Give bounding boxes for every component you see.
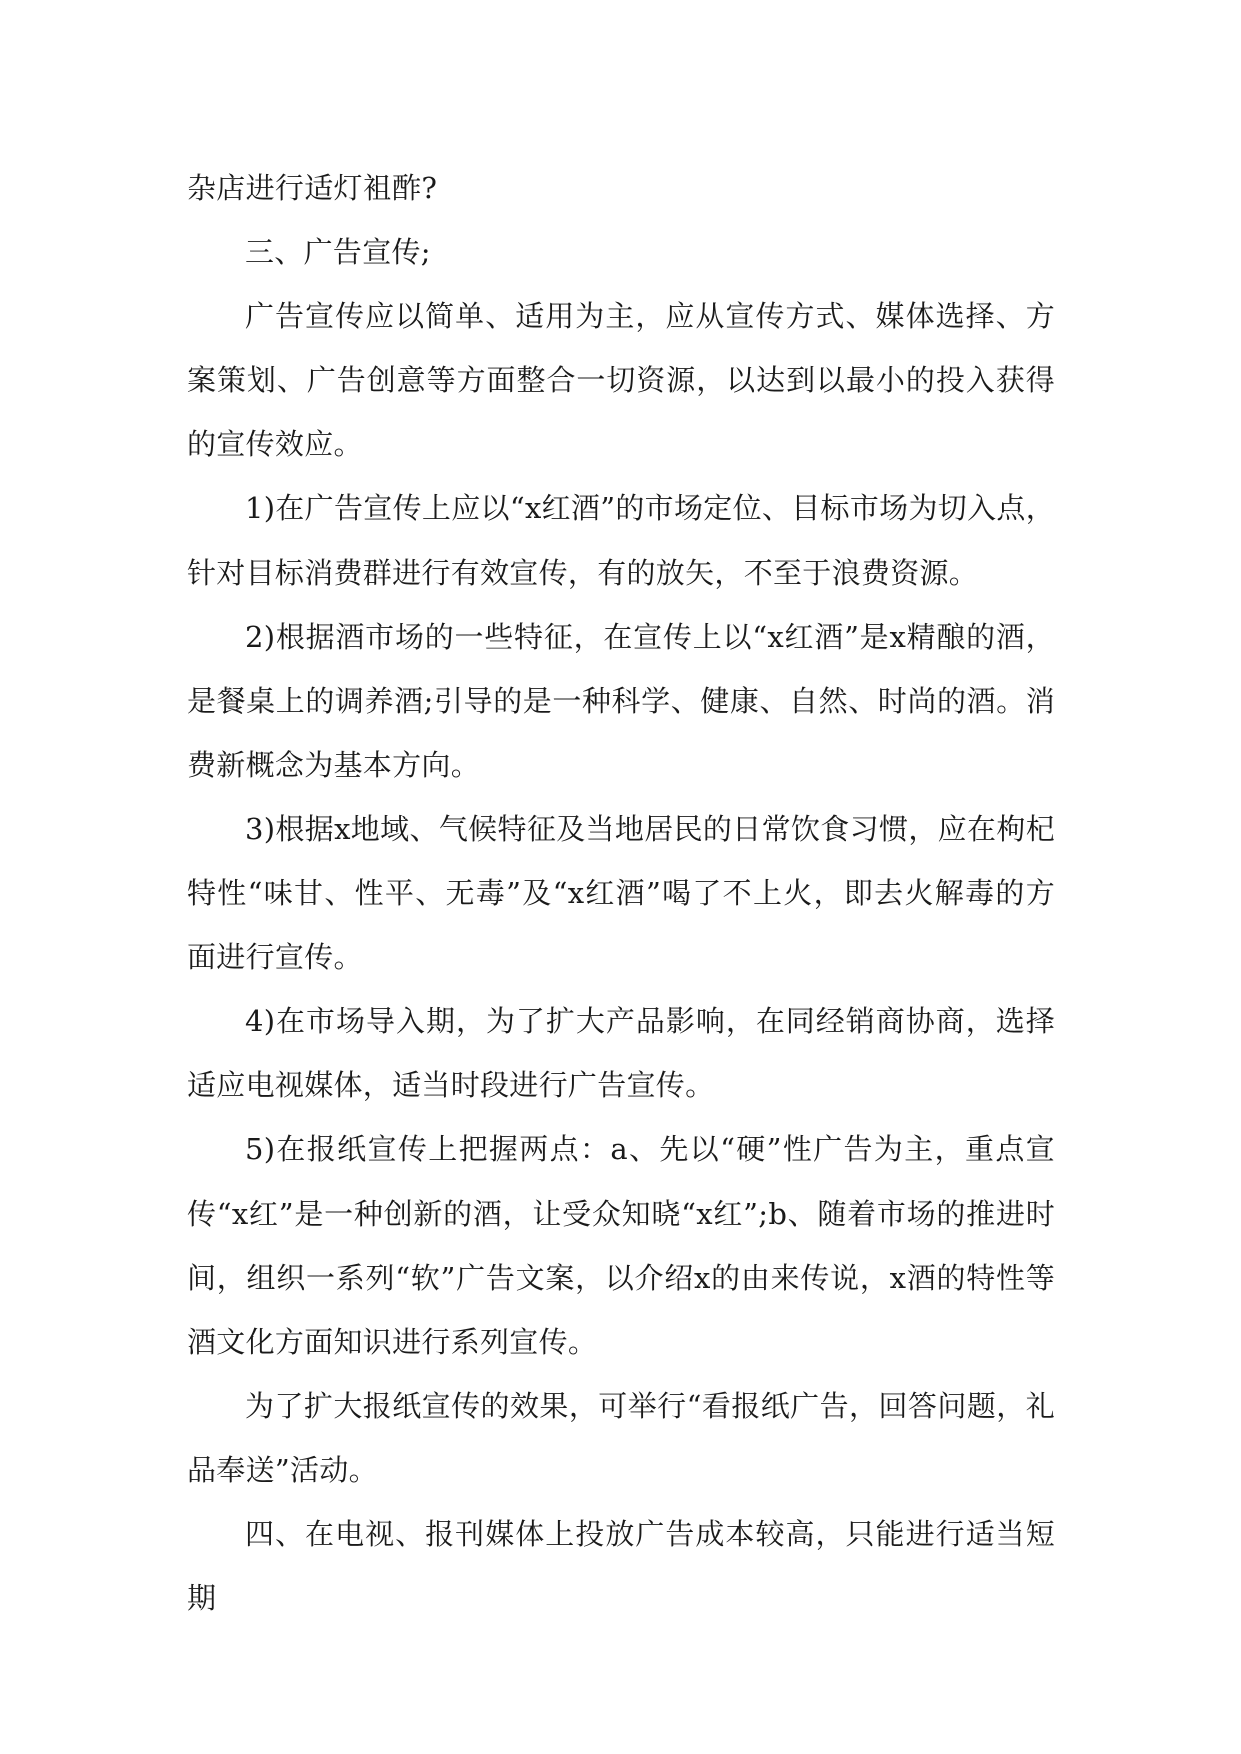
document-body [187, 156, 1055, 1630]
paragraph-point-5: 5)在报纸宣传上把握两点：a、先以“硬”性广告为主，重点宣传“x红”是一种创新的酒，让受众知晓“x红”;b、随着市场的推进时间，组织一系列“软”广告文案，以介绍x的由来传说，x酒的特性等酒文化方面知识进行系列宣传。 [187, 1132, 1055, 1359]
paragraph-point-3: 3)根据x地域、气候特征及当地居民的日常饮食习惯，应在枸杞特性“味甘、性平、无毒”及“x红酒”喝了不上火，即去火解毒的方面进行宣传。 [187, 811, 1055, 975]
section-heading-advertising: 三、广告宣传; [245, 235, 431, 270]
paragraph-point-1: 1)在广告宣传上应以“x红酒”的市场定位、目标市场为切入点，针对目标消费群进行有效宣传，有的放矢，不至于浪费资源。 [187, 491, 1055, 590]
paragraph-newspaper-activity: 为了扩大报纸宣传的效果，可举行“看报纸广告，回答问题，礼品奉送”活动。 [187, 1388, 1055, 1487]
paragraph-point-2: 2)根据酒市场的一些特征，在宣传上以“x红酒”是x精酿的酒，是餐桌上的调养酒;引导的是一种科学、健康、自然、时尚的酒。消费新概念为基本方向。 [187, 619, 1055, 782]
paragraph-point-4: 4)在市场导入期，为了扩大产品影响，在同经销商协商，选择适应电视媒体，适当时段进行广告宣传。 [187, 1004, 1055, 1103]
paragraph-advertising-principle: 广告宣传应以简单、适用为主，应从宣传方式、媒体选择、方案策划、广告创意等方面整合一切资源，以达到以最小的投入获得的宣传效应。 [187, 299, 1055, 462]
paragraph-continuation: 杂店进行适灯袓酢? [187, 171, 438, 205]
section-heading-media-cost: 四、在电视、报刊媒体上投放广告成本较高，只能进行适当短期 [187, 1516, 1055, 1616]
